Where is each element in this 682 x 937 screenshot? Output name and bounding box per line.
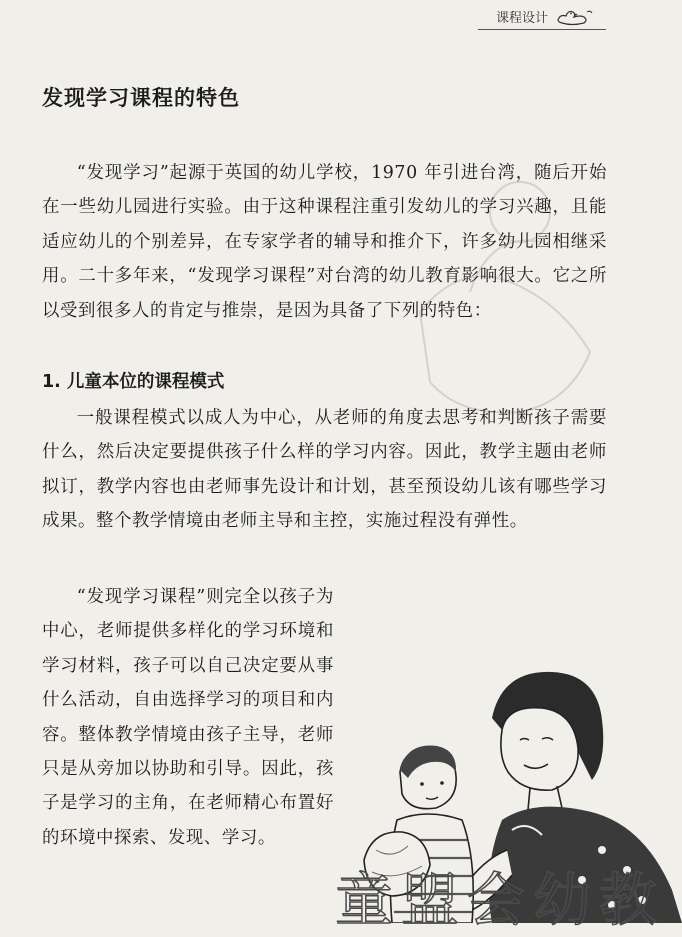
duck-icon [554,6,594,26]
section-label: 课程设计 [496,10,549,26]
watermark: 童盟会幼教 [335,866,666,934]
paragraph-intro: “发现学习”起源于英国的幼儿学校，1970 年引进台湾，随后开始在一些幼儿园进行实验。由于这种课程注重引发幼儿的学习兴趣，且能适应幼儿的个别差异，在专家学者的辅导和推介下，许多幼儿园相继采用。二十多年来，“发现学习课程”对台湾的幼儿教育影响很大。它之所以受到很多人的肯定与推崇，是因为具备了下列的特色： [42,163,607,321]
paragraph-conventional: 一般课程模式以成人为中心，从老师的角度去思考和判断孩子需要什么，然后决定要提供孩子什么样的学习内容。因此，教学主题由老师拟订，教学内容也由老师事先设计和计划，甚至预设幼儿该有哪些学习成果。整个教学情境由老师主导和主控，实施过程没有弹性。 [42,408,607,532]
running-header [478,6,606,30]
paragraph-discovery: “发现学习课程”则完全以孩子为中心，老师提供多样化的学习环境和学习材料，孩子可以自己决定要从事什么活动，自由选择学习的项目和内容。整体教学情境由孩子主导，老师只是从旁加以协助和引导。因此，孩子是学习的主角，在老师精心布置好的环境中探索、发现、学习。 [42,587,334,848]
section-title: 发现学习课程的特色 [42,86,240,110]
subheading-1: 1. 儿童本位的课程模式 [42,372,225,392]
